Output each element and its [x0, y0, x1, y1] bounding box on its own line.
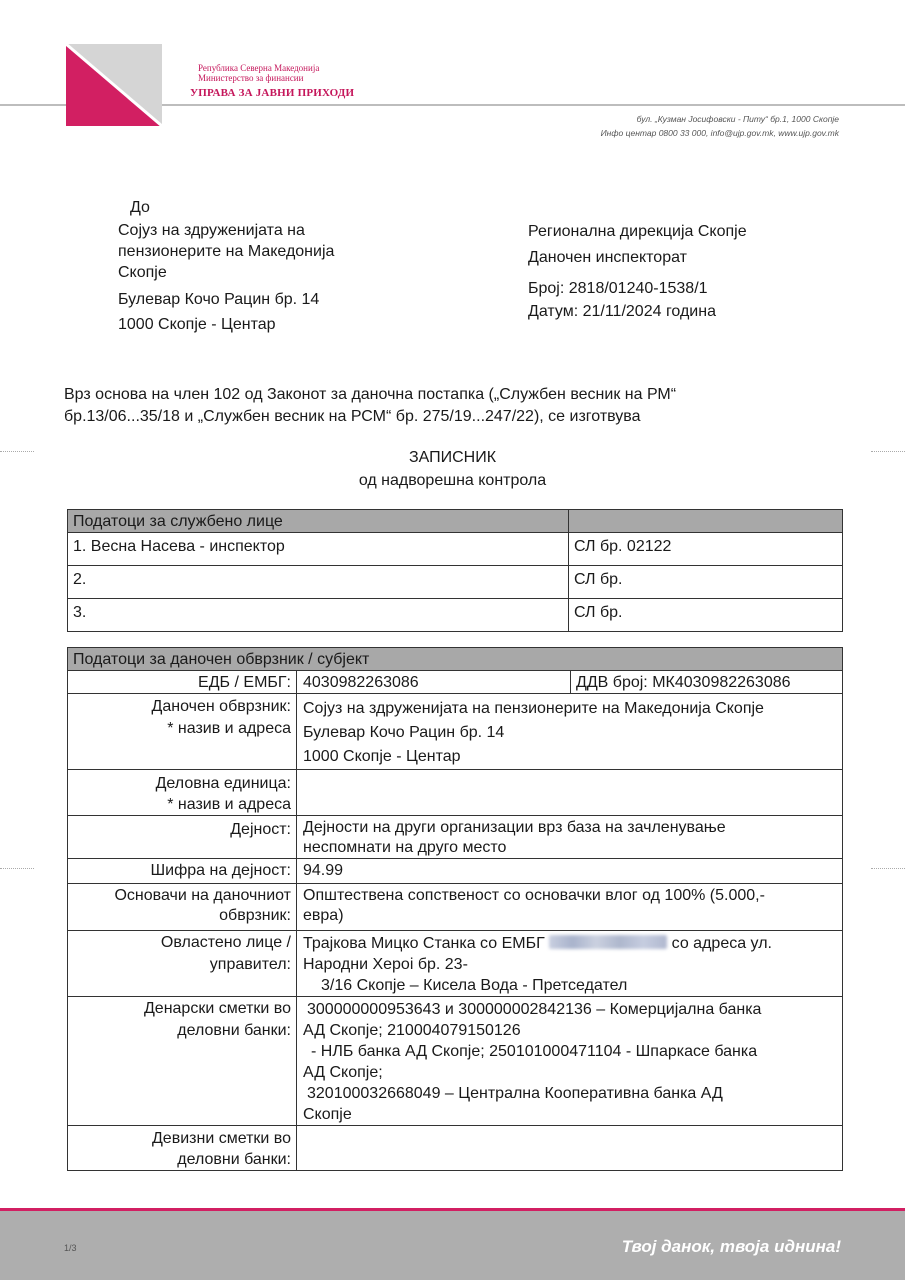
table-row — [68, 671, 843, 694]
ministry-name — [198, 63, 319, 83]
founders-value — [297, 884, 843, 931]
label-line: управител: — [209, 956, 291, 973]
official-name: 1. Весна Насева - инспектор — [68, 533, 569, 566]
recipient-name-line: Скопје — [118, 264, 167, 281]
table-row — [68, 566, 843, 599]
value-line: Народни Хероi бр. 23- — [303, 956, 468, 973]
table-header-row — [68, 648, 843, 671]
taxpayer-header: Податоци за даночен обврзник / субјект — [68, 648, 843, 671]
address-line-1: бул. „Кузман Јосифовски - Питу“ бр.1, 1000 Скопје — [636, 114, 839, 124]
intro-line: Врз основа на член 102 од Законот за даночна постапка („Службен весник на РМ“ — [64, 386, 677, 403]
table-row — [68, 931, 843, 997]
table-row — [68, 770, 843, 816]
recipient-name-line: Сојуз на здруженијата на — [118, 222, 305, 239]
manager-name: Трајкова Мицко Станка со ЕМБГ — [303, 935, 545, 952]
title-main: ЗАПИСНИК — [408, 449, 497, 466]
founders-label — [68, 884, 297, 931]
label-line: * назив и адреса — [167, 720, 291, 737]
recipient-block — [118, 220, 398, 336]
sender-department: Даночен инспекторат — [528, 249, 687, 266]
code-label: Шифра на дејност: — [68, 859, 297, 884]
label-line: Денарски сметки во — [143, 1000, 291, 1017]
table-row — [68, 884, 843, 931]
unit-value — [297, 770, 843, 816]
value-line — [303, 933, 837, 954]
fx-accounts-value — [297, 1126, 843, 1171]
value-line: 320100032668049 – Централна Кооперативна банка АД — [307, 1085, 723, 1102]
value-line: 3/16 Скопје – Кисела Вода - Претседател — [321, 977, 628, 994]
title-sub: од надворешна контрола — [358, 472, 547, 489]
table-row — [68, 859, 843, 884]
officials-table — [67, 509, 843, 632]
org-line-2: Министерство за финансии — [198, 73, 304, 83]
value-line: АД Скопје; — [303, 1064, 383, 1081]
label-line: Деловна единица: — [155, 775, 291, 792]
document-number: Број: 2818/01240-1538/1 — [528, 280, 708, 297]
table-row — [68, 997, 843, 1126]
officials-header-blank — [569, 510, 843, 533]
table-row — [68, 1126, 843, 1171]
denar-accounts-label — [68, 997, 297, 1126]
unit-label — [68, 770, 297, 816]
document-title — [0, 446, 905, 492]
taxpayer-table — [67, 647, 843, 1171]
label-line: Основачи на даночниот — [114, 887, 291, 904]
official-id: СЛ бр. — [569, 566, 843, 599]
activity-value — [297, 816, 843, 859]
ujp-logo-icon — [64, 42, 164, 128]
recipient-city: 1000 Скопје - Центар — [118, 316, 276, 333]
table-row — [68, 533, 843, 566]
value-line: неспомнати на друго место — [303, 839, 507, 856]
table-row — [68, 816, 843, 859]
footer-accent-line — [0, 1208, 905, 1211]
value-line: АД Скопје; 210004079150126 — [303, 1022, 521, 1039]
fold-mark-left — [0, 868, 34, 869]
edb-value: 4030982263086 — [297, 671, 571, 694]
org-address — [601, 112, 839, 140]
taxpayer-value — [297, 694, 843, 770]
value-line: Општествена сопственост со основачки влог од 100% (5.000,- — [303, 887, 765, 904]
label-line: * назив и адреса — [167, 796, 291, 813]
recipient-street: Булевар Кочо Рацин бр. 14 — [118, 291, 320, 308]
manager-label — [68, 931, 297, 997]
table-header-row — [68, 510, 843, 533]
fx-accounts-label — [68, 1126, 297, 1171]
code-value: 94.99 — [297, 859, 843, 884]
footer-slogan: Твој данок, твоја иднина! — [621, 1237, 841, 1256]
value-line: 1000 Скопје - Центар — [303, 748, 461, 765]
officials-header: Податоци за службено лице — [68, 510, 569, 533]
official-id: СЛ бр. 02122 — [569, 533, 843, 566]
label-line: Девизни сметки во — [151, 1130, 291, 1147]
recipient-name-line: пензионерите на Македонија — [118, 243, 335, 260]
official-name: 3. — [68, 599, 569, 632]
table-row — [68, 599, 843, 632]
sender-block — [528, 220, 747, 323]
value-line: - НЛБ банка АД Скопје; 250101000471104 - Шпаркасе банка — [311, 1043, 758, 1060]
official-name: 2. — [68, 566, 569, 599]
intro-line: бр.13/06...35/18 и „Службен весник на РСМ“ бр. 275/19...247/22), се изготвува — [64, 408, 641, 425]
denar-accounts-value — [297, 997, 843, 1126]
label-line: деловни банки: — [177, 1022, 291, 1039]
label-line: Даночен обврзник: — [151, 698, 291, 715]
label-line: обврзник: — [219, 907, 291, 924]
label-line: деловни банки: — [177, 1151, 291, 1168]
legal-basis-paragraph — [64, 384, 844, 428]
org-line-1: Република Северна Македонија — [198, 63, 320, 73]
value-line: Дејности на други организации врз база на зачленување — [303, 819, 726, 836]
value-line: Сојуз на здруженијата на пензионерите на Македонија Скопје — [303, 700, 764, 717]
fold-mark-right — [871, 868, 905, 869]
to-label: До — [130, 199, 150, 216]
value-line: Булевар Кочо Рацин бр. 14 — [303, 724, 505, 741]
document-date: Датум: 21/11/2024 година — [528, 303, 716, 320]
manager-address-prefix: со адреса ул. — [671, 935, 772, 952]
vat-value: ДДВ број: МК4030982263086 — [571, 671, 843, 694]
redacted-embg — [549, 935, 667, 949]
activity-label: Дејност: — [68, 816, 297, 859]
manager-value — [297, 931, 843, 997]
value-line: евра) — [303, 907, 344, 924]
value-line: Скопје — [303, 1106, 352, 1123]
org-name: УПРАВА ЗА ЈАВНИ ПРИХОДИ — [190, 87, 355, 99]
edb-label: ЕДБ / ЕМБГ: — [68, 671, 297, 694]
table-row — [68, 694, 843, 770]
page-number: 1/3 — [64, 1243, 77, 1253]
sender-directorate: Регионална дирекција Скопје — [528, 223, 747, 240]
address-line-2: Инфо центар 0800 33 000, info@ujp.gov.mk, www.ujp.gov.mk — [600, 128, 839, 138]
label-line: Овластено лице / — [160, 934, 291, 951]
taxpayer-label — [68, 694, 297, 770]
official-id: СЛ бр. — [569, 599, 843, 632]
value-line: 300000000953643 и 300000002842136 – Комерцијална банка — [307, 1001, 762, 1018]
